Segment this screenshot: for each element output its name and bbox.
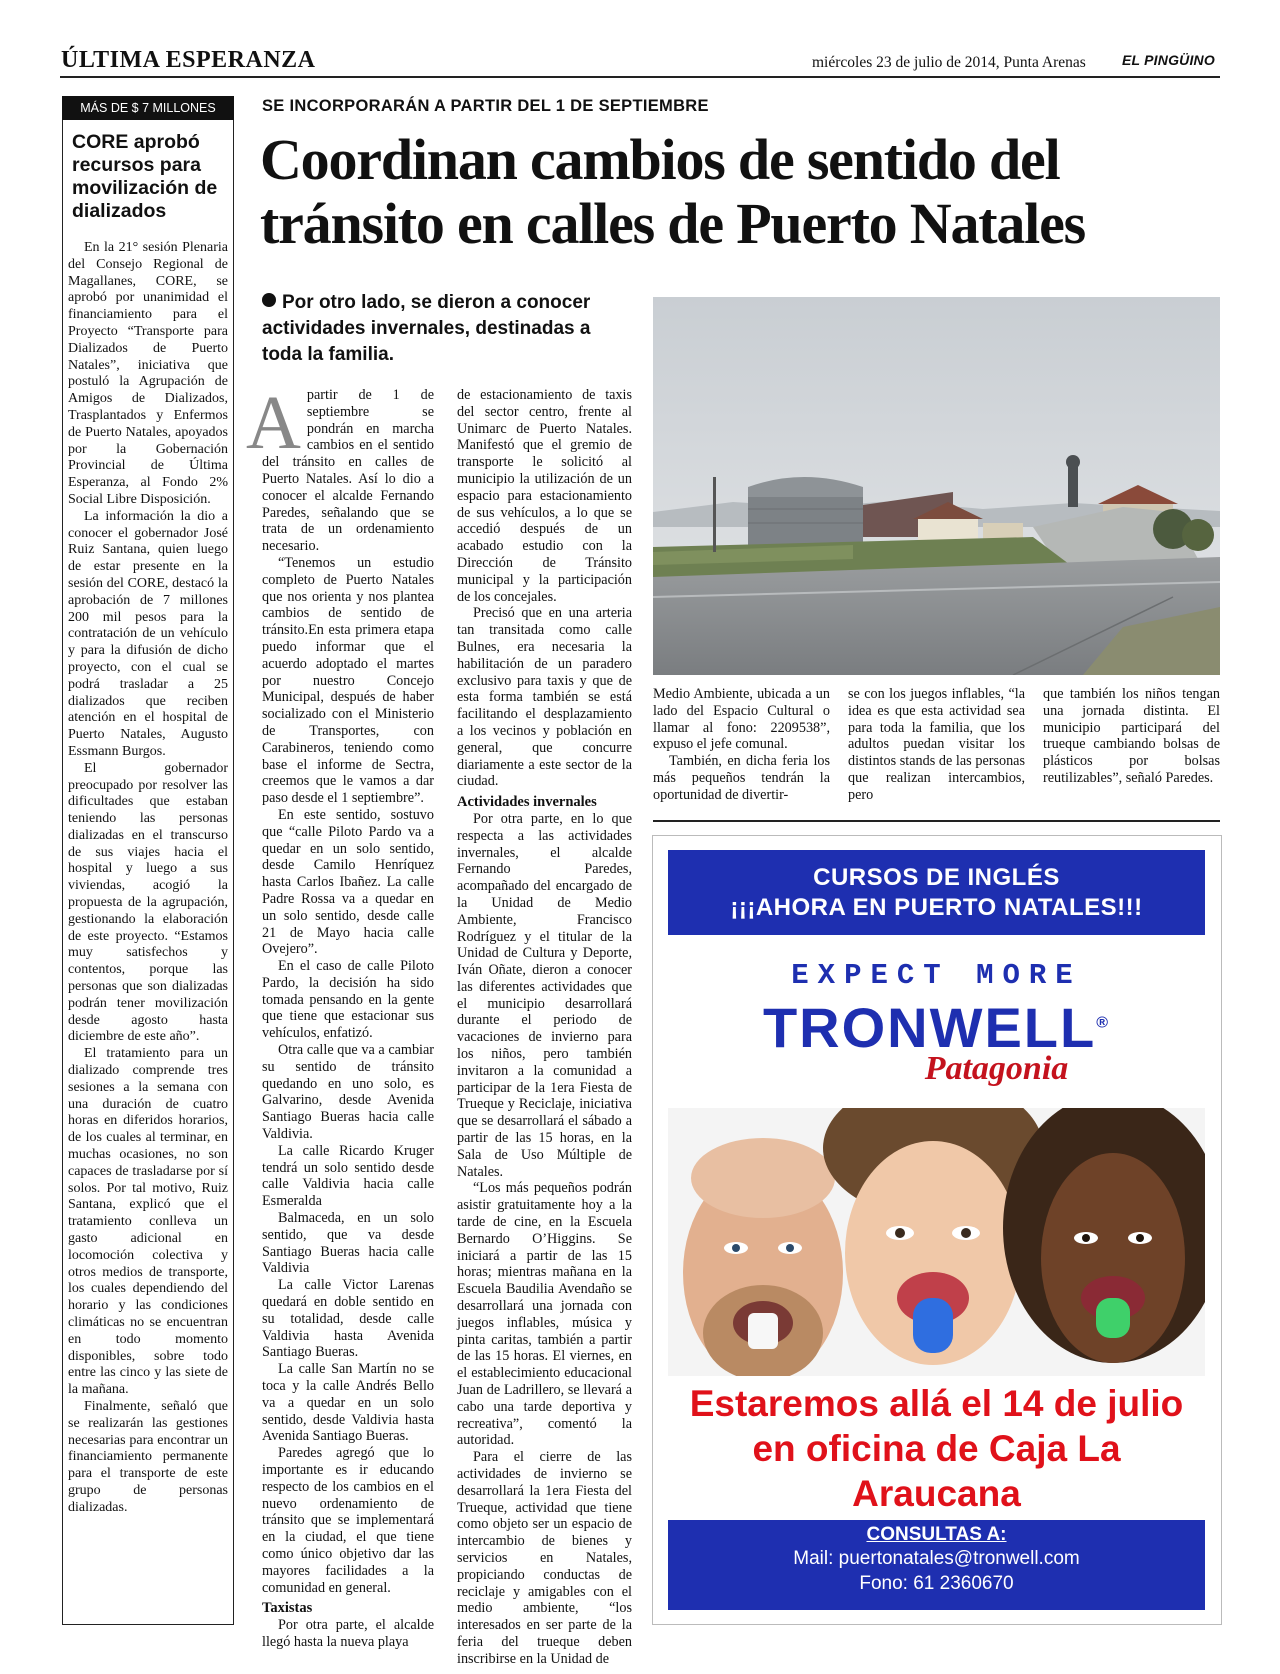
section-title: ÚLTIMA ESPERANZA (61, 47, 316, 73)
ad-rule (653, 820, 1220, 822)
ad-banner-top (668, 850, 1205, 935)
article-paragraph: La calle Victor Larenas quedará en doble sentido en su totalidad, desde calle Valdivia hasta Avenida Santiago Bueras. (262, 1277, 434, 1361)
sidebar-paragraph: El gobernador preocupado por resolver las dificultades que estaban teniendo las personas dializadas en el transcurso de sus viajes hacia el hospital y luego a sus viviendas, acogió la propuesta de la agrupación, gestionando la elaboración de este proyecto. “Estamos muy satisfechos y contentos, porque las personas que son dializadas podrán tener movilización desde agosto hasta diciembre de este año”. (68, 760, 228, 1045)
article-paragraph: se con los juegos inflables, “la idea es que esta actividad sea para toda la familia, que los adultos puedan visitar los distintos stands de las personas que realizan intercambios, pero (848, 686, 1025, 803)
article-column-4 (848, 686, 1025, 804)
article-paragraph: “Los más pequeños podrán asistir gratuitamente hoy a la tarde de cine, en la Escuela Bernardo O’Higgins. Se iniciará a partir de las 15 horas; mientras mañana en la Escuela Baudilia Avendaño se desarrollará una jornada con juegos inflables, música y pinta caritas, también a partir de las 15 horas. El viernes, en el establecimiento educacional Juan de Ladrillero, se llevará a cabo una tarde deportiva y recreativa”, comentó la autoridad. (457, 1180, 632, 1449)
tronwell-wordmark: TRONWELL (762, 996, 1097, 1059)
sidebar-paragraph: El tratamiento para un dializado comprende tres sesiones a la semana con una duración de cuatro horas en diferidos horarios, de los cuales al terminar, en muchas ocasiones, no son capaces de trasladarse por sí solos. Por tal motivo, Ruiz Santana, explicó que el tratamiento conlleva un gasto adicional en locomoción colectiva y otros medios de transporte, los cuales dependiendo del horario y las condiciones climáticas no se encuentran en todo momento disponibles, sobre todo entre las cinco y las siete de la mañana. (68, 1046, 228, 1398)
sidebar-headline: CORE aprobó recursos para movilización de dializados (72, 131, 218, 222)
article-paragraph: Por otra parte, en lo que respecta a las actividades invernales, el alcalde Fernando Paredes, acompañado del encargado de la Unidad de Medio Ambiente, Francisco Rodríguez y el titular de la Unidad de Cultura y Deporte, Iván Oñate, dieron a conocer las diferentes actividades que el municipio desarrollará durante el periodo de vacaciones de invierno para los niños, pero también invitaron a la comunidad a participar de la 1era Fiesta de Trueque y Reciclaje, iniciativa que se desarrollará el sábado a partir de las 15 horas, en la Sala de Uso Múltiple de Natales. (457, 810, 632, 1180)
ad-consultas: CONSULTAS A: (866, 1524, 1007, 1545)
article-lead (246, 381, 434, 555)
article-paragraph: La calle San Martín no se toca y la calle Andrés Bello va a quedar en un solo sentido, desde Valdivia hasta Avenida Santiago Bueras. (262, 1361, 434, 1445)
article-headline: Coordinan cambios de sentido del tránsito en calles de Puerto Natales (260, 127, 1086, 256)
sidebar-paragraph: En la 21° sesión Plenaria del Consejo Regional de Magallanes, CORE, se aprobó por unanimidad el financiamiento para el Proyecto “Transporte para Dializados de Puerto Natales”, iniciativa que postuló la Agrupación de Amigos de Dializados, Trasplantados y Enfermos de Puerto Natales, apoyados por la Gobernación Provincial de Última Esperanza, al Fondo 2% Social Libre Disposición. (68, 240, 228, 507)
deck-text: Por otro lado, se dieron a conocer actividades invernales, destinadas a toda la familia. (262, 292, 591, 365)
subhead-actividades: Actividades invernales (457, 794, 597, 811)
article-paragraph: En el caso de calle Piloto Pardo, la decisión ha sido tomada pensando en la gente que tiene que estacionar sus vehículos, enfatizó. (262, 958, 434, 1042)
lead-text: partir de 1 de septiembre se pondrán en marcha cambios en el sentido del tránsito en calles de Puerto Natales. Así lo dio a conocer el alcalde Fernando Paredes, señalando que se trata de un ordenamiento necesario. (262, 387, 434, 555)
sidebar-paragraph: Finalmente, señaló que se realizarán las gestiones necesarias para encontrar un financiamiento permanente para el transporte de este grupo de personas dializadas. (68, 1398, 228, 1515)
article-kicker: SE INCORPORARÁN A PARTIR DEL 1 DE SEPTIEMBRE (262, 97, 709, 115)
article-paragraph: Medio Ambiente, ubicada a un lado del Espacio Cultural o llamar al fono: 2209538”, expuso el jefe comunal. (653, 686, 830, 753)
sidebar-body (68, 240, 228, 1517)
street-scene-image (653, 297, 1220, 675)
dateline: miércoles 23 de julio de 2014, Punta Arenas (812, 54, 1086, 71)
newspaper-brand: EL PINGÜINO (1122, 52, 1215, 68)
article-paragraph: Precisó que en una arteria tan transitada como calle Bulnes, era necesaria la habilitación de un paradero exclusivo para taxis y que de esta forma también se está facilitando el desplazamiento a los vecinos y población en general, que concurre diariamente a este sector de la ciudad. (457, 605, 632, 790)
article-paragraph: Por otra parte, el alcalde llegó hasta la nueva playa (262, 1617, 434, 1650)
ad-line-1: CURSOS DE INGLÉS (813, 864, 1060, 891)
article-paragraph: Paredes agregó que lo importante es ir educando respecto de los cambios en el nuevo ordenamiento de tránsito que se implementará en la ciudad, el que tiene como único objetivo dar las mayores facilidades a la comunidad en general. (262, 1445, 434, 1596)
article-column-3 (653, 686, 830, 804)
article-paragraph: La calle Ricardo Kruger tendrá un solo sentido desde calle Valdivia hacia calle Esmeralda (262, 1142, 434, 1210)
bullet-icon (262, 293, 276, 307)
ad-expect-more: EXPECT MORE (791, 959, 1082, 992)
dropcap: A (246, 381, 301, 465)
ad-main-message: Estaremos allá el 14 de julio en oficina de Caja La Araucana (689, 1383, 1184, 1514)
faces-image (668, 1108, 1205, 1376)
ad-mail[interactable]: Mail: puertonatales@tronwell.com (793, 1548, 1080, 1569)
article-paragraph: “Tenemos un estudio completo de Puerto Natales que nos orienta y nos plantea cambios de sentido de tránsito.En esta primera etapa puedo informar que el acuerdo adoptado el martes por nuestro Concejo Municipal, después de haber socializado con el Ministerio de Transportes, con Carabineros, teniendo como base el informe de Sectra, creemos que le vamos a dar paso desde el 1 septiembre”. (262, 554, 434, 807)
article-column-5 (1043, 686, 1220, 787)
article-paragraph: Balmaceda, en un solo sentido, que va desde Santiago Bueras hacia calle Valdivia (262, 1210, 434, 1277)
sidebar-paragraph: La información la dio a conocer el gobernador José Ruiz Santana, quien luego de estar presente en la sesión del CORE, destacó la aprobación de 7 millones 200 mil pesos para la contratación de un vehículo y para la difusión de dicho proyecto, con el cual se podrá trasladar a 25 dializados que reciben atención en el hospital de Puerto Natales, Augusto Essmann Burgos. (68, 508, 228, 759)
article-column-1 (246, 381, 434, 1651)
article-paragraph: Para el cierre de las actividades de invierno se desarrollará la 1era Fiesta del Trueque, actividad que tiene como objeto ser un espacio de intercambio de bienes y servicios en Natales, propiciando conductas de reciclaje y amigables con el medio ambiente, “los interesados en ser parte de la feria del trueque deben inscribirse en la Unidad de (457, 1449, 632, 1667)
ad-line-2: ¡¡¡AHORA EN PUERTO NATALES!!! (730, 894, 1143, 921)
article-photo (653, 297, 1220, 675)
subhead-taxistas: Taxistas (262, 1600, 313, 1617)
article-paragraph: También, en dicha feria los más pequeños tendrán la oportunidad de divertir- (653, 753, 830, 803)
article-paragraph: Otra calle que va a cambiar su sentido de tránsito quedando en uno solo, es Galvarino, desde Avenida Santiago Bueras hacia calle Valdivia. (262, 1042, 434, 1143)
sidebar-tag: MÁS DE $ 7 MILLONES (62, 96, 234, 120)
article-paragraph: de estacionamiento de taxis del sector centro, frente al Unimarc de Puerto Natales. Manifestó que el gremio de transporte le solicitó al municipio la utilización de un espacio para estacionamiento de sus vehículos, a lo que se accedió después de un acabado estudio con la Dirección de Tránsito municipal y la participación de los concejales. (457, 387, 632, 605)
ad-patagonia: Patagonia (924, 1050, 1069, 1087)
article-column-2 (457, 387, 632, 1668)
registered-mark: ® (1096, 1014, 1111, 1032)
article-deck (262, 290, 632, 368)
ad-phone: Fono: 61 2360670 (859, 1573, 1014, 1594)
ad-contact-box (668, 1520, 1205, 1610)
article-paragraph: En este sentido, sostuvo que “calle Piloto Pardo va a quedar en un solo sentido, desde Camilo Henríquez hasta Carlos Ibañez. La calle Padre Rossa va a quedar en un solo sentido, desde calle 21 de Mayo hacia calle Ovejero”. (262, 806, 434, 958)
header-rule (60, 76, 1220, 78)
ad-faces-photo (668, 1108, 1205, 1376)
article-paragraph: que también los niños tengan una jornada distinta. El municipio participará del trueque cambiando bolsas de plásticos por bolsas reutilizables”, señaló Paredes. (1043, 686, 1220, 786)
